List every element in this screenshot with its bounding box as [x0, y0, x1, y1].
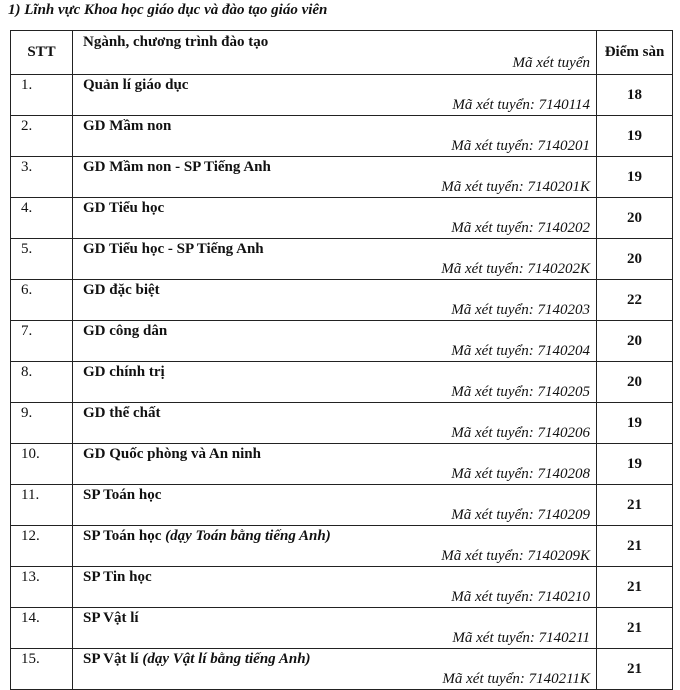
row-program	[73, 321, 597, 362]
table-row	[11, 321, 673, 362]
row-score: 19	[597, 403, 673, 444]
row-stt: 12.	[11, 526, 73, 567]
program-code: Mã xét tuyển: 7140203	[451, 302, 590, 318]
program-name-text: GD công dân	[83, 323, 168, 339]
program-name	[83, 159, 271, 176]
program-code: Mã xét tuyển: 7140211	[452, 630, 590, 646]
table-row	[11, 75, 673, 116]
header-program-label: Ngành, chương trình đào tạo	[83, 34, 269, 50]
table-row	[11, 362, 673, 403]
program-name-text: SP Tin học	[83, 569, 152, 585]
program-name	[83, 528, 331, 545]
table-row	[11, 239, 673, 280]
row-score: 21	[597, 526, 673, 567]
program-name-text: SP Toán học	[83, 487, 162, 503]
row-stt: 7.	[11, 321, 73, 362]
program-code: Mã xét tuyển: 7140201K	[441, 179, 590, 195]
program-note: (dạy Toán bằng tiếng Anh)	[165, 528, 331, 544]
row-stt: 14.	[11, 608, 73, 649]
table-row	[11, 157, 673, 198]
program-code: Mã xét tuyển: 7140209K	[441, 548, 590, 564]
table-row	[11, 198, 673, 239]
row-stt: 6.	[11, 280, 73, 321]
program-code: Mã xét tuyển: 7140211K	[442, 671, 590, 687]
row-program	[73, 157, 597, 198]
program-name-text: SP Vật lí	[83, 610, 139, 626]
table-row	[11, 485, 673, 526]
table-body	[11, 75, 673, 690]
row-score: 20	[597, 198, 673, 239]
program-name	[83, 282, 160, 299]
program-name	[83, 364, 165, 381]
table-row	[11, 403, 673, 444]
row-stt: 8.	[11, 362, 73, 403]
row-score: 20	[597, 321, 673, 362]
row-program	[73, 403, 597, 444]
table-header-row	[11, 31, 673, 75]
program-code: Mã xét tuyển: 7140210	[451, 589, 590, 605]
program-name	[83, 118, 171, 135]
row-score: 21	[597, 485, 673, 526]
program-note: (dạy Vật lí bằng tiếng Anh)	[142, 651, 311, 667]
row-program	[73, 116, 597, 157]
program-name	[83, 323, 167, 340]
program-name-text: GD thể chất	[83, 405, 161, 421]
program-code: Mã xét tuyển: 7140209	[451, 507, 590, 523]
row-program	[73, 239, 597, 280]
row-stt: 9.	[11, 403, 73, 444]
table-row	[11, 444, 673, 485]
header-stt: STT	[11, 31, 73, 75]
row-program	[73, 526, 597, 567]
program-name-text: SP Vật lí	[83, 651, 139, 667]
row-stt: 4.	[11, 198, 73, 239]
row-stt: 11.	[11, 485, 73, 526]
row-program	[73, 362, 597, 403]
admission-score-table	[10, 30, 673, 690]
row-program	[73, 649, 597, 690]
program-code: Mã xét tuyển: 7140204	[451, 343, 590, 359]
program-name-text: GD đặc biệt	[83, 282, 160, 298]
row-stt: 1.	[11, 75, 73, 116]
table-row	[11, 280, 673, 321]
program-name-text: GD chính trị	[83, 364, 165, 380]
program-code: Mã xét tuyển: 7140202K	[441, 261, 590, 277]
program-name-text: GD Mầm non	[83, 118, 172, 134]
program-name-text: GD Quốc phòng và An ninh	[83, 446, 261, 462]
row-stt: 15.	[11, 649, 73, 690]
table-row	[11, 116, 673, 157]
program-code: Mã xét tuyển: 7140201	[451, 138, 590, 154]
row-stt: 5.	[11, 239, 73, 280]
table-row	[11, 608, 673, 649]
program-name-text: SP Toán học	[83, 528, 162, 544]
program-name-text: GD Tiểu học	[83, 200, 165, 216]
row-score: 22	[597, 280, 673, 321]
header-code-label: Mã xét tuyển	[512, 55, 590, 71]
program-code: Mã xét tuyển: 7140202	[451, 220, 590, 236]
row-score: 19	[597, 157, 673, 198]
program-code: Mã xét tuyển: 7140206	[451, 425, 590, 441]
program-name	[83, 200, 164, 217]
row-stt: 10.	[11, 444, 73, 485]
row-program	[73, 198, 597, 239]
row-program	[73, 608, 597, 649]
row-program	[73, 444, 597, 485]
program-code: Mã xét tuyển: 7140205	[451, 384, 590, 400]
row-stt: 3.	[11, 157, 73, 198]
row-score: 20	[597, 239, 673, 280]
row-program	[73, 567, 597, 608]
header-score: Điểm sàn	[597, 31, 673, 75]
program-name-text: GD Mầm non - SP Tiếng Anh	[83, 159, 271, 175]
program-code: Mã xét tuyển: 7140114	[452, 97, 590, 113]
program-name	[83, 651, 311, 668]
row-program	[73, 280, 597, 321]
header-program	[73, 31, 597, 75]
program-code: Mã xét tuyển: 7140208	[451, 466, 590, 482]
program-name-text: Quản lí giáo dục	[83, 77, 189, 93]
program-name	[83, 446, 261, 463]
program-name	[83, 77, 188, 94]
row-program	[73, 75, 597, 116]
row-score: 20	[597, 362, 673, 403]
program-name	[83, 610, 139, 627]
table-row	[11, 567, 673, 608]
program-name	[83, 241, 264, 258]
table-row	[11, 526, 673, 567]
section-heading: 1) Lĩnh vực Khoa học giáo dục và đào tạo giáo viên	[8, 2, 328, 18]
program-name	[83, 405, 161, 422]
row-score: 21	[597, 649, 673, 690]
row-stt: 2.	[11, 116, 73, 157]
program-name-text: GD Tiểu học - SP Tiếng Anh	[83, 241, 264, 257]
row-score: 19	[597, 116, 673, 157]
row-score: 21	[597, 567, 673, 608]
row-stt: 13.	[11, 567, 73, 608]
program-name	[83, 487, 161, 504]
row-score: 21	[597, 608, 673, 649]
table-row	[11, 649, 673, 690]
row-score: 18	[597, 75, 673, 116]
program-name	[83, 569, 152, 586]
row-program	[73, 485, 597, 526]
row-score: 19	[597, 444, 673, 485]
